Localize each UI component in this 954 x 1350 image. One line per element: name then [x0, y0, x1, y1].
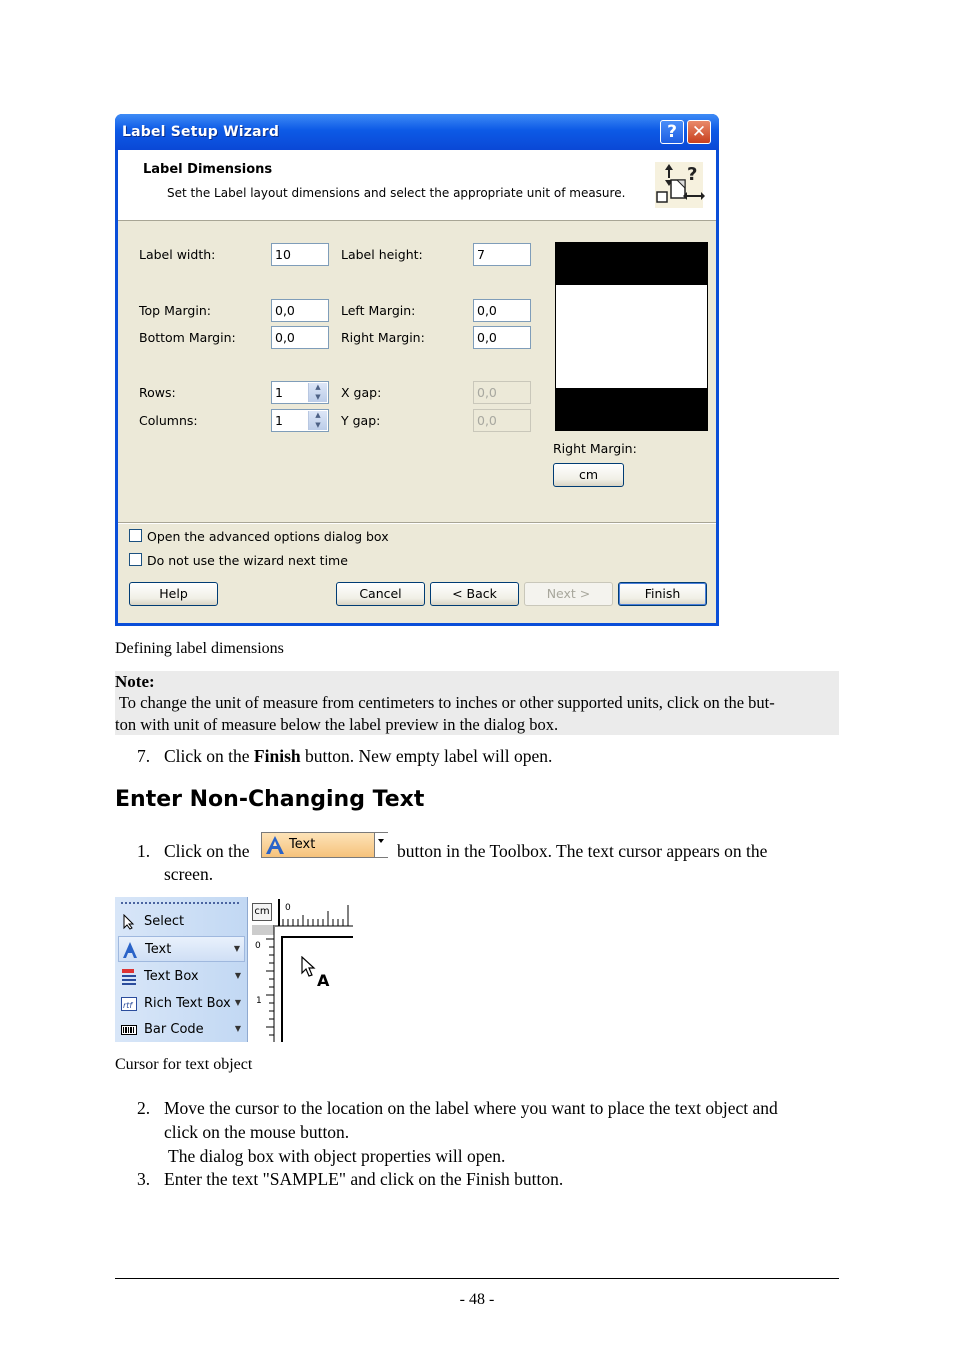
svg-text:?: ? — [687, 164, 698, 185]
toolbox-item-bar-code[interactable] — [118, 1017, 245, 1042]
label-setup-wizard-dialog — [115, 114, 719, 626]
dropdown-arrow-icon[interactable]: ▼ — [234, 1024, 241, 1033]
advanced-options-checkbox[interactable] — [129, 529, 142, 542]
text-tool-icon — [264, 835, 286, 855]
pointer-icon — [121, 914, 137, 930]
finish-button[interactable]: Finish — [618, 582, 707, 606]
advanced-options-label[interactable]: Open the advanced options dialog box — [147, 529, 389, 544]
vertical-ruler-label-0: 0 — [255, 941, 261, 951]
step-7-bold: Finish — [253, 746, 301, 766]
left-margin-field[interactable]: 0,0 — [473, 299, 531, 322]
preview-margin-label: Right Margin: — [553, 441, 637, 456]
rows-spin-arrows[interactable]: ▲ ▼ — [308, 383, 327, 402]
text-icon — [122, 942, 138, 958]
dialog-separator — [118, 522, 716, 524]
toolbox-item-text-box[interactable] — [118, 964, 245, 990]
dialog-title: Label Setup Wizard — [122, 124, 280, 140]
toolbox-screenshot — [115, 897, 353, 1042]
label-width-label: Label width: — [139, 247, 216, 262]
wizard-step-description: Set the Label layout dimensions and select the appropriate unit of measure. — [167, 186, 626, 200]
wizard-header — [118, 150, 716, 221]
toolbox-item-label: Text Box — [144, 969, 199, 984]
step-7-text — [164, 746, 552, 767]
dialog-body — [118, 150, 716, 623]
figure-caption-cursor: Cursor for text object — [115, 1056, 253, 1073]
columns-stepper[interactable] — [271, 409, 329, 432]
dropdown-arrow-icon[interactable]: ▼ — [234, 971, 241, 980]
toolbox-item-text[interactable] — [118, 936, 245, 962]
toolbox-grip — [121, 902, 239, 904]
section-heading: Enter Non-Changing Text — [115, 787, 425, 812]
columns-label: Columns: — [139, 413, 198, 428]
svg-text:rtf: rtf — [123, 1001, 133, 1010]
label-width-field[interactable]: 10 — [271, 243, 329, 266]
dialog-titlebar[interactable] — [115, 114, 719, 150]
step-1-pre: Click on the — [164, 841, 250, 861]
text-tool-button-image — [261, 832, 388, 858]
dropdown-arrow-icon[interactable]: ▼ — [234, 998, 241, 1007]
mouse-cursor-icon — [301, 956, 317, 978]
step-2-line-1: Move the cursor to the location on the label where you want to place the text object and — [164, 1098, 778, 1118]
label-height-label: Label height: — [341, 247, 423, 262]
dropdown-arrow-icon[interactable]: ▼ — [233, 944, 240, 953]
top-margin-label: Top Margin: — [139, 303, 211, 318]
chevron-down-icon — [374, 833, 388, 857]
toolbox-item-rich-text-box[interactable] — [118, 991, 245, 1017]
unit-of-measure-button[interactable]: cm — [553, 463, 624, 487]
step-7-post: button. New empty label will open. — [300, 746, 553, 766]
rows-value: 1 — [275, 385, 283, 400]
step-1-line-2: screen. — [164, 864, 214, 884]
toolbox-item-label: Select — [144, 914, 185, 929]
toolbox-item-label: Rich Text Box — [144, 996, 231, 1011]
rows-label: Rows: — [139, 385, 176, 400]
y-gap-label: Y gap: — [341, 413, 381, 428]
right-margin-field[interactable]: 0,0 — [473, 326, 531, 349]
step-7-number: 7. — [137, 746, 151, 766]
left-margin-label: Left Margin: — [341, 303, 416, 318]
step-3-text: Enter the text "SAMPLE" and click on the Finish button. — [164, 1169, 564, 1189]
step-1-number: 1. — [137, 841, 151, 861]
vertical-ruler-label-1: 1 — [256, 996, 262, 1006]
label-preview — [555, 242, 708, 431]
ruler-unit-button[interactable]: cm — [252, 903, 272, 921]
note-line-2: ton with unit of measure below the label preview in the dialog box. — [115, 715, 559, 734]
no-wizard-label[interactable]: Do not use the wizard next time — [147, 553, 348, 568]
note-line-1: To change the unit of measure from centimeters to inches or other supported units, click on the but- — [115, 693, 775, 712]
toolbox-item-select[interactable] — [118, 909, 245, 935]
page-number: - 48 - — [459, 1291, 495, 1308]
step-1-post: button in the Toolbox. The text cursor appears on the — [397, 841, 768, 861]
help-button[interactable]: Help — [129, 582, 218, 606]
rows-stepper[interactable] — [271, 381, 329, 404]
figure-caption-dimensions: Defining label dimensions — [115, 640, 284, 657]
label-height-field[interactable]: 7 — [473, 243, 531, 266]
bottom-margin-label: Bottom Margin: — [139, 330, 236, 345]
top-margin-field[interactable]: 0,0 — [271, 299, 329, 322]
close-button[interactable]: ✕ — [687, 120, 711, 144]
text-tool-label: Text — [289, 837, 316, 852]
step-3-number: 3. — [137, 1169, 151, 1189]
toolbox-panel — [115, 897, 248, 1042]
toolbox-item-label: Text — [145, 942, 172, 957]
text-box-icon — [121, 969, 137, 985]
horizontal-ruler-label: 0 — [285, 903, 291, 913]
step-2-number: 2. — [137, 1098, 151, 1118]
wizard-step-title: Label Dimensions — [143, 162, 273, 177]
step-2-line-3: The dialog box with object properties will open. — [164, 1146, 506, 1166]
no-wizard-checkbox[interactable] — [129, 553, 142, 566]
rich-text-icon — [121, 996, 137, 1012]
x-gap-field[interactable]: 0,0 — [473, 381, 531, 404]
text-cursor-letter: A — [317, 971, 330, 990]
x-gap-label: X gap: — [341, 385, 382, 400]
columns-spin-arrows[interactable]: ▲ ▼ — [308, 411, 327, 430]
barcode-icon — [121, 1022, 137, 1038]
label-preview-area — [556, 285, 707, 388]
label-dimensions-icon — [653, 158, 705, 210]
back-button[interactable]: < Back — [430, 582, 519, 606]
cancel-button[interactable]: Cancel — [336, 582, 425, 606]
step-7-pre: Click on the — [164, 746, 254, 766]
toolbox-item-label: Bar Code — [144, 1022, 204, 1037]
next-button[interactable]: Next > — [524, 582, 613, 606]
step-2-line-2: click on the mouse button. — [164, 1122, 350, 1142]
note-box — [115, 671, 839, 735]
help-titlebar-button[interactable]: ? — [660, 120, 684, 144]
right-margin-label: Right Margin: — [341, 330, 425, 345]
bottom-margin-field[interactable]: 0,0 — [271, 326, 329, 349]
footer-divider — [115, 1278, 839, 1279]
y-gap-field[interactable]: 0,0 — [473, 409, 531, 432]
note-title: Note: — [115, 672, 155, 691]
columns-value: 1 — [275, 413, 283, 428]
